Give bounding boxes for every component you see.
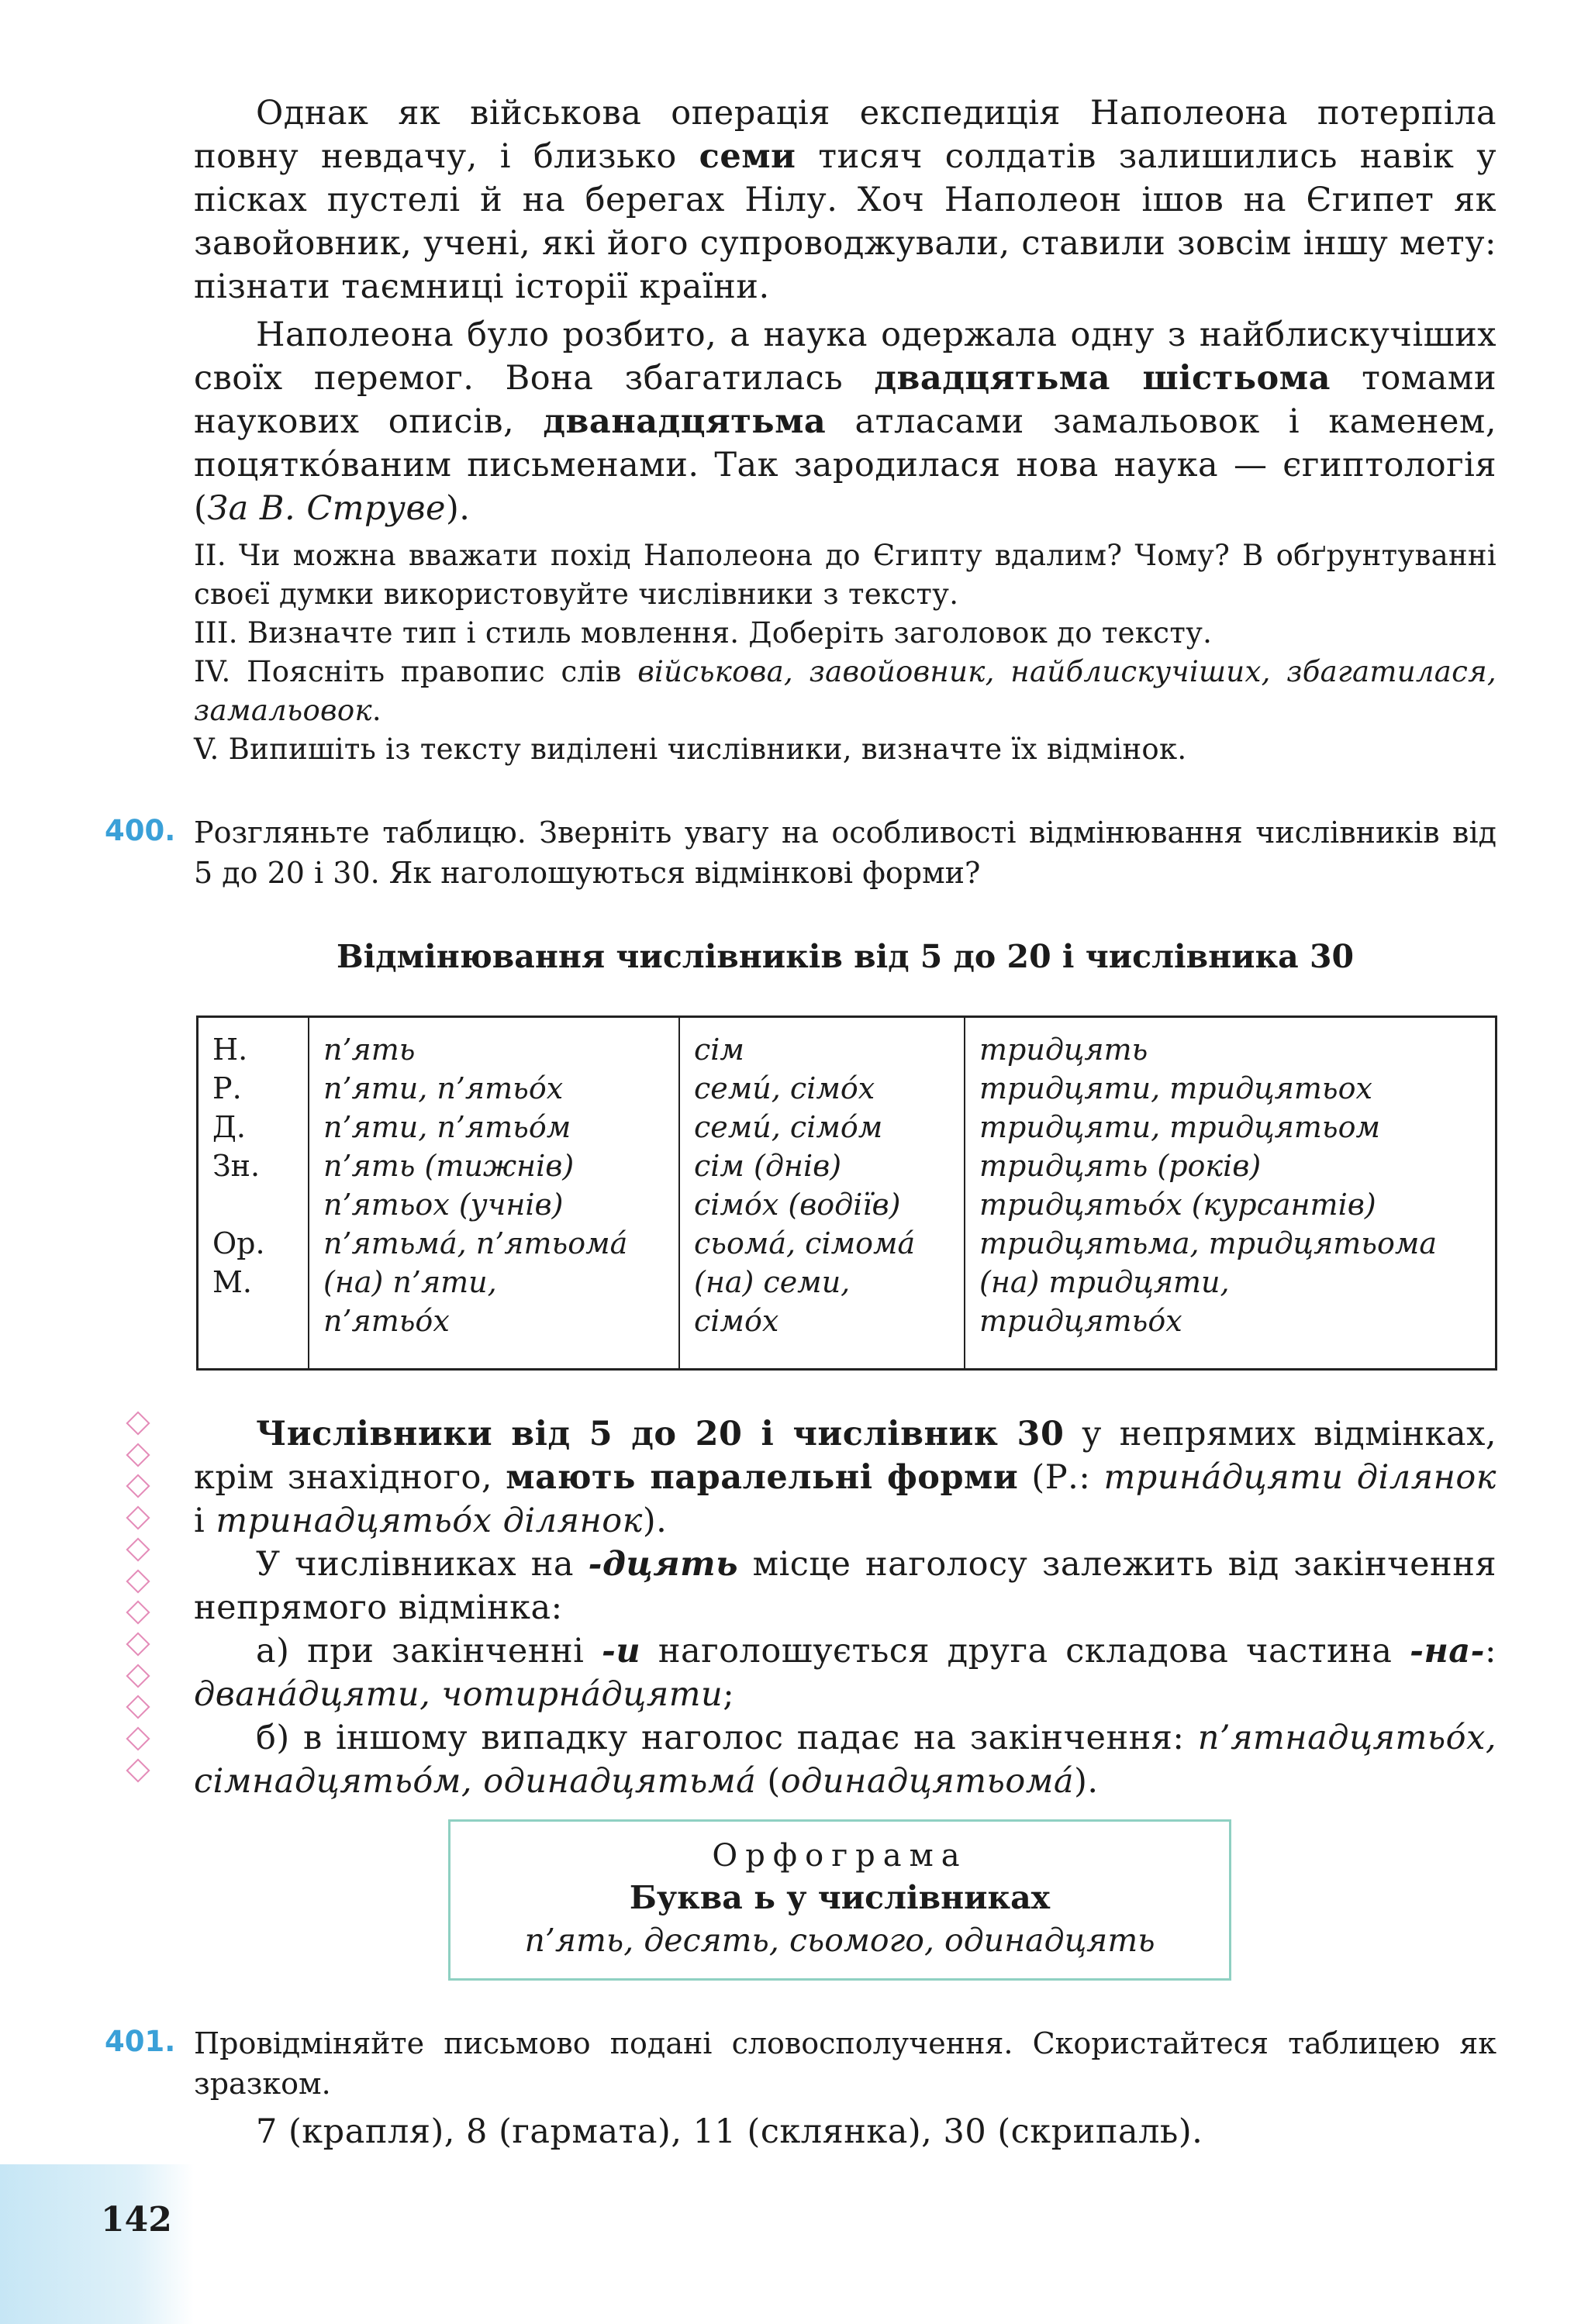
form: сім — [694, 1033, 744, 1067]
form: (на) семи, — [694, 1265, 851, 1299]
orthogram-subheading: Буква ь у числівниках — [629, 1879, 1051, 1916]
form: п’яти, п’ятьо́х — [323, 1071, 564, 1105]
case-label: Д. — [212, 1110, 246, 1144]
declension-table — [196, 1015, 1497, 1371]
text-run: одинадцятьома́ — [780, 1762, 1075, 1801]
orthogram-examples: п’ять, десять, сьомого, одинадцять — [524, 1922, 1155, 1959]
question-5: V. Випишіть із тексту виділені числівники, визначте їх відмінок. — [194, 733, 1187, 766]
form: п’яти, п’ятьо́м — [323, 1110, 571, 1144]
form: сьома́, сімома́ — [694, 1226, 916, 1260]
form: тридцять (років) — [979, 1149, 1262, 1183]
form: сімо́х (водіїв) — [694, 1188, 901, 1222]
page-corner-bar — [0, 2164, 194, 2324]
text-run: військова, завойовник, найблискучіших, збагатилася, замальовок — [194, 655, 1497, 727]
case-label: Н. — [212, 1033, 248, 1067]
diamond-icon — [126, 1443, 150, 1467]
text-run: -и — [602, 1632, 641, 1671]
diamond-icon — [126, 1411, 150, 1435]
form: п’ятьма́, п’ятьома́ — [323, 1226, 628, 1260]
text-run: двана́дцяти, чотирна́дцяти — [194, 1675, 723, 1714]
paragraph-1: Однак як військова операція експедиція Наполеона потерпіла повну невдачу, і близько семи тисяч солдатів залишились навік у пісках пустелі й на берегах Нілу. Хоч Наполеон ішов на Єгипет як завойовник, учені, які його супроводжували, ставили зовсім іншу мету: пізнати таємниці історії країни. — [194, 94, 1497, 306]
form: (на) п’яти, — [323, 1265, 497, 1299]
question-4: IV. Поясніть правопис слів військова, завойовник, найблискучіших, збагатилася, замальовок. — [194, 655, 1497, 727]
rule-paragraph-3: а) при закінченні -и наголошується друга складова частина -на-: двана́дцяти, чотирна́дцяти; — [194, 1632, 1497, 1714]
task-400 — [194, 812, 1497, 893]
form: п’ять (тижнів) — [323, 1149, 575, 1183]
diamond-icon — [126, 1632, 150, 1656]
form: сімо́х — [694, 1304, 779, 1338]
question-3: III. Визначте тип і стиль мовлення. Доберіть заголовок до тексту. — [194, 616, 1213, 650]
text-run: двадцятьма шістьома — [874, 359, 1331, 398]
form: п’ятьо́х — [323, 1304, 450, 1338]
question-2: II. Чи можна вважати похід Наполеона до Єгипту вдалим? Чому? В обґрунтуванні своєї думки використовуйте числівники з тексту. — [194, 539, 1497, 611]
text-run: тринадцятьо́х ділянок — [216, 1502, 643, 1540]
case-label: Ор. — [212, 1226, 265, 1260]
text-run: семи — [699, 137, 796, 176]
task-401 — [194, 2023, 1497, 2104]
diamond-icon — [126, 1601, 150, 1625]
diamond-icon — [126, 1664, 150, 1688]
case-label: Р. — [212, 1071, 242, 1105]
table-title: Відмінювання числівників від 5 до 20 і числівника 30 — [336, 938, 1355, 975]
rule-marker — [126, 1415, 150, 1779]
form: тридцять — [979, 1033, 1148, 1067]
case-label: Зн. — [212, 1149, 261, 1183]
form: сім (днів) — [694, 1149, 842, 1183]
reading-text — [194, 91, 1497, 530]
diamond-icon — [126, 1569, 150, 1593]
form: семи́, сімо́м — [694, 1110, 883, 1144]
diamond-icon — [126, 1474, 150, 1498]
text-run: мають паралельні форми — [506, 1458, 1019, 1497]
diamond-icon — [126, 1727, 150, 1751]
case-column — [198, 1017, 309, 1370]
form: (на) тридцяти, — [979, 1265, 1230, 1299]
form: тридцятьо́х (курсантів) — [979, 1188, 1376, 1222]
column-five — [309, 1017, 679, 1370]
column-seven — [679, 1017, 965, 1370]
text-run: Числівники від 5 до 20 і числівник 30 — [256, 1415, 1065, 1453]
case-label — [212, 1185, 294, 1224]
form: п’ять — [323, 1033, 416, 1067]
diamond-icon — [126, 1695, 150, 1719]
diamond-icon — [126, 1506, 150, 1530]
rule-paragraph-1: Числівники від 5 до 20 і числівник 30 у непрямих відмінках, крім знахідного, мають паралельні форми (Р.: трина́дцяти ділянок і тринадцятьо́х ділянок). — [194, 1415, 1497, 1540]
form: п’ятьох (учнів) — [323, 1188, 564, 1222]
task-400-number: 400. — [105, 814, 176, 847]
diamond-icon — [126, 1537, 150, 1561]
diamond-icon — [126, 1758, 150, 1782]
rule-paragraph-4: б) в іншому випадку наголос падає на закінчення: п’ятнадцятьо́х, сімнадцятьо́м, одинадцятьма́ (одинадцятьома́). — [194, 1719, 1497, 1801]
form: тридцятьо́х — [979, 1304, 1182, 1338]
task-401-examples: 7 (крапля), 8 (гармата), 11 (склянка), 30 (скрипаль). — [256, 2112, 1203, 2151]
case-label: М. — [212, 1265, 252, 1299]
rule-block — [194, 1412, 1497, 1803]
form: тридцятьма, тридцятьома — [979, 1226, 1437, 1260]
text-run: -дцять — [588, 1545, 739, 1584]
text-run: -на- — [1410, 1632, 1485, 1671]
text-run: дванадцятьма — [543, 402, 827, 441]
form: тридцяти, тридцятьох — [979, 1071, 1372, 1105]
page-number: 142 — [101, 2200, 172, 2240]
orthogram-heading: Орфограма — [712, 1838, 968, 1874]
task-401-text: Провідміняйте письмово подані словосполучення. Скористайтеся таблицею як зразком. — [194, 2026, 1497, 2101]
text-run: За В. Струве — [207, 489, 446, 528]
orthogram-box — [448, 1819, 1231, 1981]
text-run: п’ятнадцятьо́х, сімнадцятьо́м, одинадцятьма́ — [194, 1719, 1497, 1801]
text-run: трина́дцяти ділянок — [1103, 1458, 1497, 1497]
rule-paragraph-2: У числівниках на -дцять місце наголосу залежить від закінчення непрямого відмінка: — [194, 1545, 1497, 1627]
task-401-number: 401. — [105, 2025, 176, 2058]
task-400-text: Розгляньте таблицю. Зверніть увагу на особливості відмінювання числівників від 5 до 20 і 30. Як наголошуються відмінкові форми? — [194, 815, 1497, 890]
column-thirty — [965, 1017, 1497, 1370]
form: тридцяти, тридцятьом — [979, 1110, 1380, 1144]
paragraph-2: Наполеона було розбито, а наука одержала одну з найблискучіших своїх перемог. Вона збагатилась двадцятьма шістьома томами наукових описів, дванадцятьма атласами замальовок і каменем, поцятко́ваним письменами. Так зародилася нова наука — єгиптологія (За В. Струве). — [194, 315, 1497, 528]
questions — [194, 536, 1497, 769]
form: семи́, сімо́х — [694, 1071, 875, 1105]
